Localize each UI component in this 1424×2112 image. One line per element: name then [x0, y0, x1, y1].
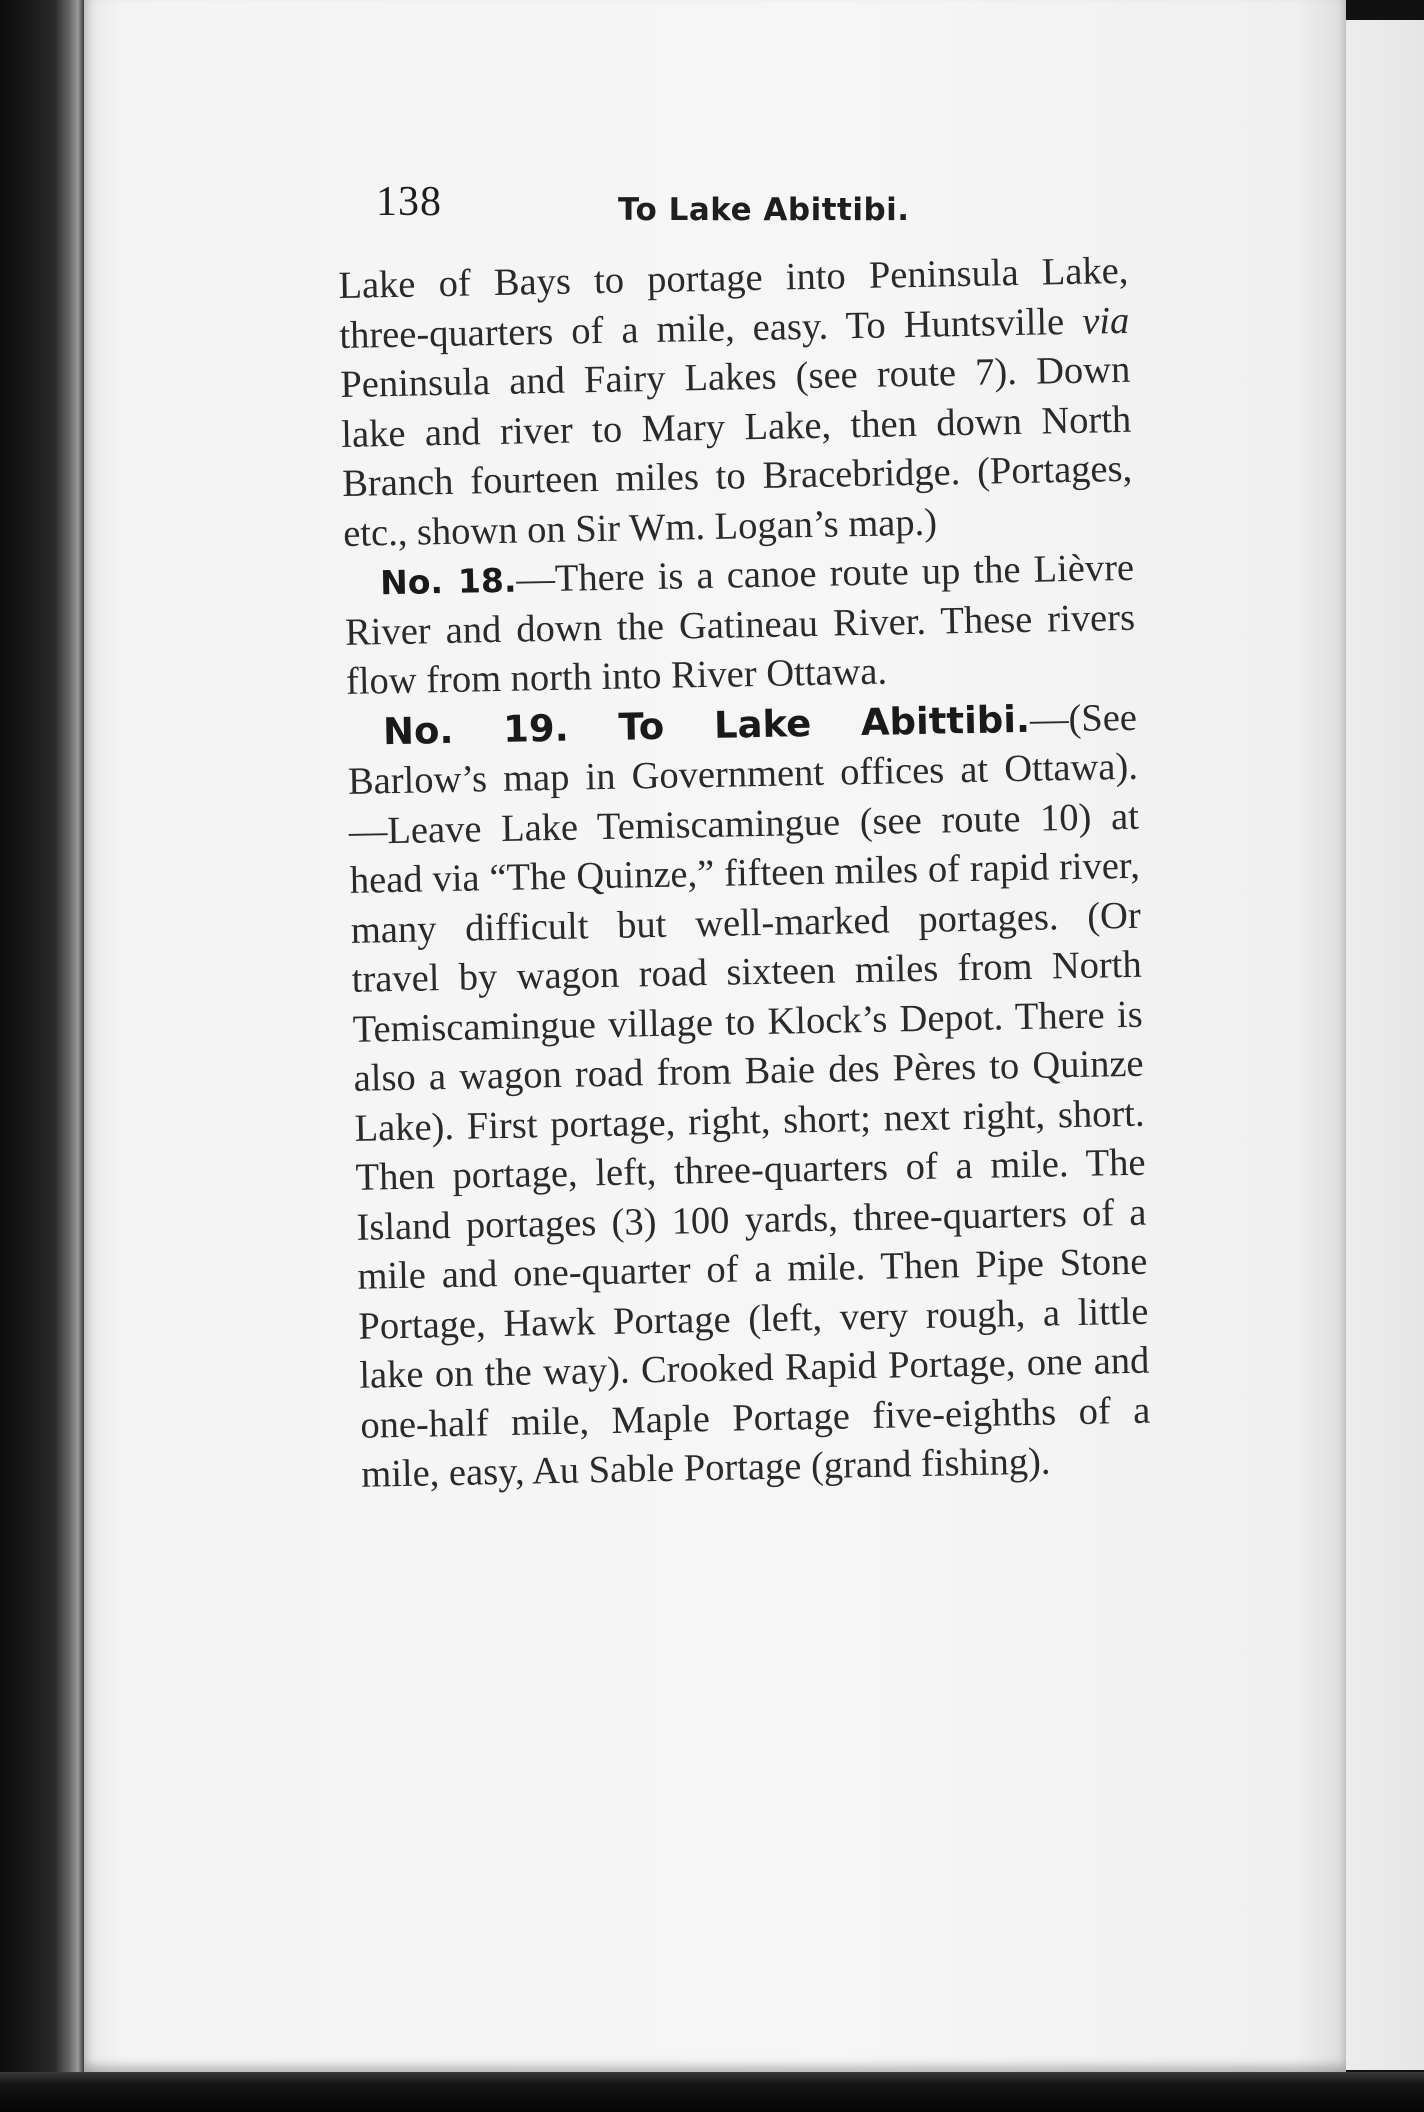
- para1-text: Lake of Bays to portage into Peninsula Lake, three-quarters of a mile, easy. To Huntsville: [338, 249, 1129, 357]
- paragraph-route-19: [347, 692, 1152, 1500]
- route-19-label: No. 19. To Lake Abittibi.: [382, 697, 1031, 753]
- page-number: 138: [376, 179, 442, 225]
- bottom-edge: [0, 2072, 1424, 2112]
- page-body-text: [338, 247, 1152, 1500]
- paragraph-route-17-continued: [338, 247, 1134, 559]
- running-head: To Lake Abittibi.: [618, 192, 910, 228]
- route-19-text: —(See Barlow’s map in Government offices at Ottawa). —Leave Lake Temiscamingue (see route 10) at head via “The Quinze,” fifteen miles of rapid river, many difficult but well-marked portages. (Or travel by wagon road sixteen miles from North Temiscamingue village to Klock’s Depot. There is also a wagon road from Baie des Pères to Quinze Lake). First portage, right, short; next right, short. Then portage, left, three-quarters of a mile. The Island portages (3) 100 yards, three-quarters of a mile and one-quarter of a mile. Then Pipe Stone Portage, Hawk Portage (left, very rough, a little lake on the way). Crooked Rapid Portage, one and one-half mile, Maple Portage five-eighths of a mile, easy, Au Sable Portage (grand fishing).: [347, 696, 1151, 1496]
- route-18-text: —There is a canoe route up the Lièvre River and down the Gatineau River. These rivers flow from north into River Ottawa.: [344, 546, 1136, 703]
- route-18-label: No. 18.: [379, 560, 517, 603]
- left-page-edge: [0, 0, 86, 2112]
- para1-italic: via: [1081, 299, 1130, 343]
- para1-rest: Peninsula and Fairy Lakes (see route 7). Down lake and river to Mary Lake, then down North Branch fourteen miles to Bracebridge. (Portages, etc., shown on Sir Wm. Logan’s map.): [339, 348, 1133, 555]
- paragraph-route-18: [344, 544, 1137, 708]
